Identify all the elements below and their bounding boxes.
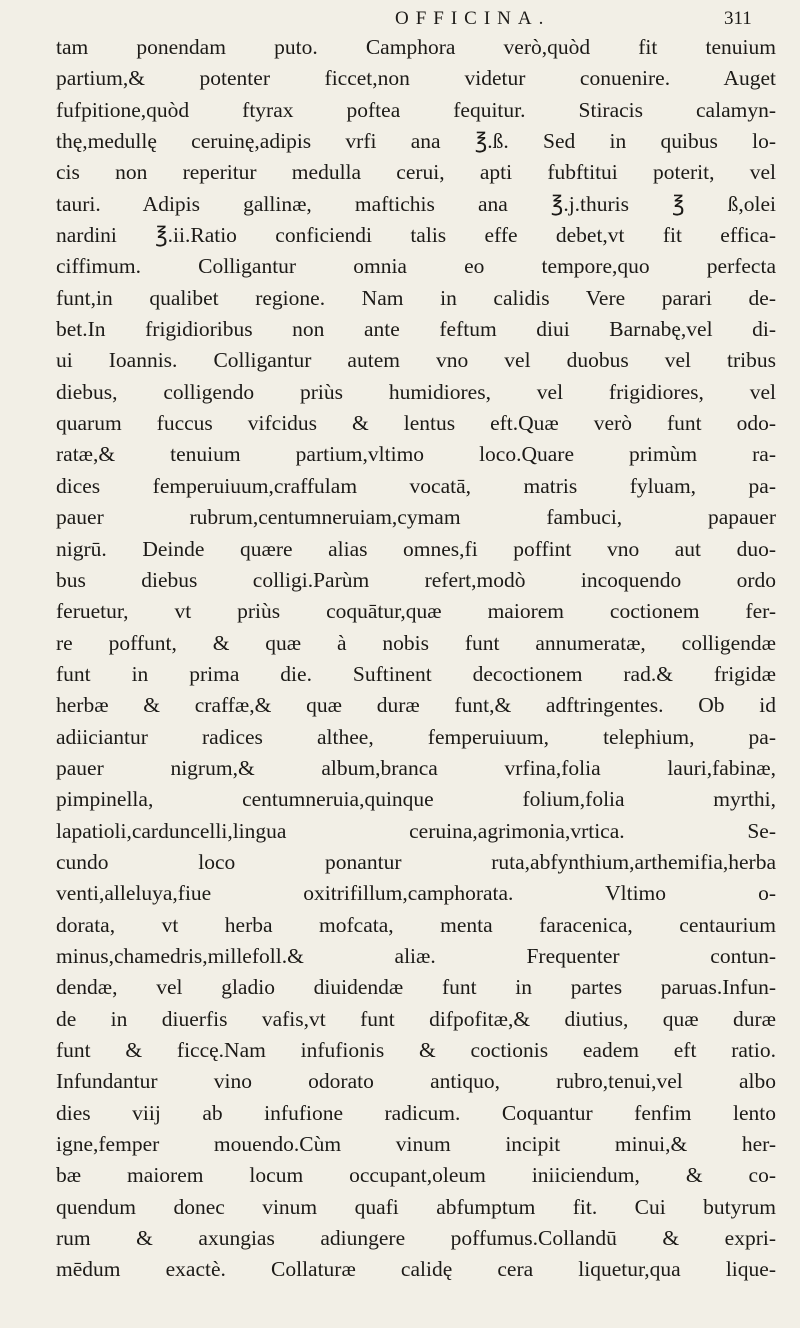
text-line: funt in prima die. Suftinent decoctionem rad.& frigidæ (56, 661, 776, 686)
text-line: Infundantur vino odorato antiquo, rubro,tenui,vel albo (56, 1069, 776, 1094)
text-line: tauri. Adipis gallinæ, maftichis ana ℥.j.thuris ℥ ß,olei (56, 191, 776, 216)
text-line: minus,chamedris,millefoll.& aliæ. Frequenter contun- (56, 943, 776, 968)
text-line: cundo loco ponantur ruta,abfynthium,arthemifia,herba (56, 849, 776, 874)
text-line: nigrū. Deinde quære alias omnes,fi poffint vno aut duo- (56, 536, 776, 561)
text-line: quarum fuccus vifcidus & lentus eft.Quæ verò funt odo- (56, 411, 776, 436)
text-line: re poffunt, & quæ à nobis funt annumeratæ, colligendæ (56, 630, 776, 655)
text-line: feruetur, vt priùs coquātur,quæ maiorem coctionem fer- (56, 599, 776, 624)
text-line: cis non reperitur medulla cerui, apti fubftitui poterit, vel (56, 160, 776, 185)
page-number: 311 (724, 8, 752, 29)
text-line: thę,medullę ceruinę,adipis vrfi ana ℥.ß. Sed in quibus lo- (56, 129, 776, 154)
text-line: mēdum exactè. Collaturæ calidę cera liquetur,qua lique- (56, 1257, 776, 1282)
text-line: adiiciantur radices althee, femperuiuum, telephium, pa- (56, 724, 776, 749)
text-line: partium,& potenter ficcet,non videtur conuenire. Auget (56, 66, 776, 91)
body-text (56, 32, 776, 1286)
text-line: ratæ,& tenuium partium,vltimo loco.Quare primùm ra- (56, 442, 776, 467)
text-line: venti,alleluya,fiue oxitrifillum,camphorata. Vltimo o- (56, 881, 776, 906)
text-line: ciffimum. Colligantur omnia eo tempore,quo perfecta (56, 254, 776, 279)
text-line: dendæ, vel gladio diuidendæ funt in partes paruas.Infun- (56, 975, 776, 1000)
text-line: bet.In frigidioribus non ante feftum diui Barnabę,vel di- (56, 317, 776, 342)
text-line: bæ maiorem locum occupant,oleum iniiciendum, & co- (56, 1163, 776, 1188)
text-line: fufpitione,quòd ftyrax poftea fequitur. Stiracis calamyn- (56, 97, 776, 122)
text-line: pauer nigrum,& album,branca vrfina,folia lauri,fabinæ, (56, 755, 776, 780)
text-line: nardini ℥.ii.Ratio conficiendi talis effe debet,vt fit effica- (56, 223, 776, 248)
text-line: diebus, colligendo priùs humidiores, vel frigidiores, vel (56, 379, 776, 404)
text-line: rum & axungias adiungere poffumus.Collandū & expri- (56, 1226, 776, 1251)
text-line: funt,in qualibet regione. Nam in calidis Vere parari de- (56, 285, 776, 310)
text-line: funt & ficcę.Nam infufionis & coctionis eadem eft ratio. (56, 1038, 776, 1062)
text-line: ui Ioannis. Colligantur autem vno vel duobus vel tribus (56, 348, 776, 373)
text-line: pimpinella, centumneruia,quinque folium,folia myrthi, (56, 787, 776, 812)
text-line: de in diuerfis vafis,vt funt difpofitæ,& diutius, quæ duræ (56, 1006, 776, 1031)
text-line: dorata, vt herba mofcata, menta faracenica, centaurium (56, 912, 776, 937)
text-line: lapatioli,carduncelli,lingua ceruina,agrimonia,vrtica. Se- (56, 818, 776, 843)
text-line: igne,femper mouendo.Cùm vinum incipit minui,& her- (56, 1132, 776, 1157)
text-line: quendum donec vinum quafi abfumptum fit. Cui butyrum (56, 1194, 776, 1219)
text-line: tam ponendam puto. Camphora verò,quòd fit tenuium (56, 35, 776, 59)
text-line: bus diebus colligi.Parùm refert,modò incoquendo ordo (56, 567, 776, 592)
text-line: dies viij ab infufione radicum. Coquantur fenfim lento (56, 1100, 776, 1125)
text-line: pauer rubrum,centumneruiam,cymam fambuci, papauer (56, 505, 776, 530)
text-line: herbæ & craffæ,& quæ duræ funt,& adftringentes. Ob id (56, 693, 776, 718)
running-title: OFFICINA. (395, 8, 551, 29)
text-line: dices femperuiuum,craffulam vocatā, matris fyluam, pa- (56, 473, 776, 498)
